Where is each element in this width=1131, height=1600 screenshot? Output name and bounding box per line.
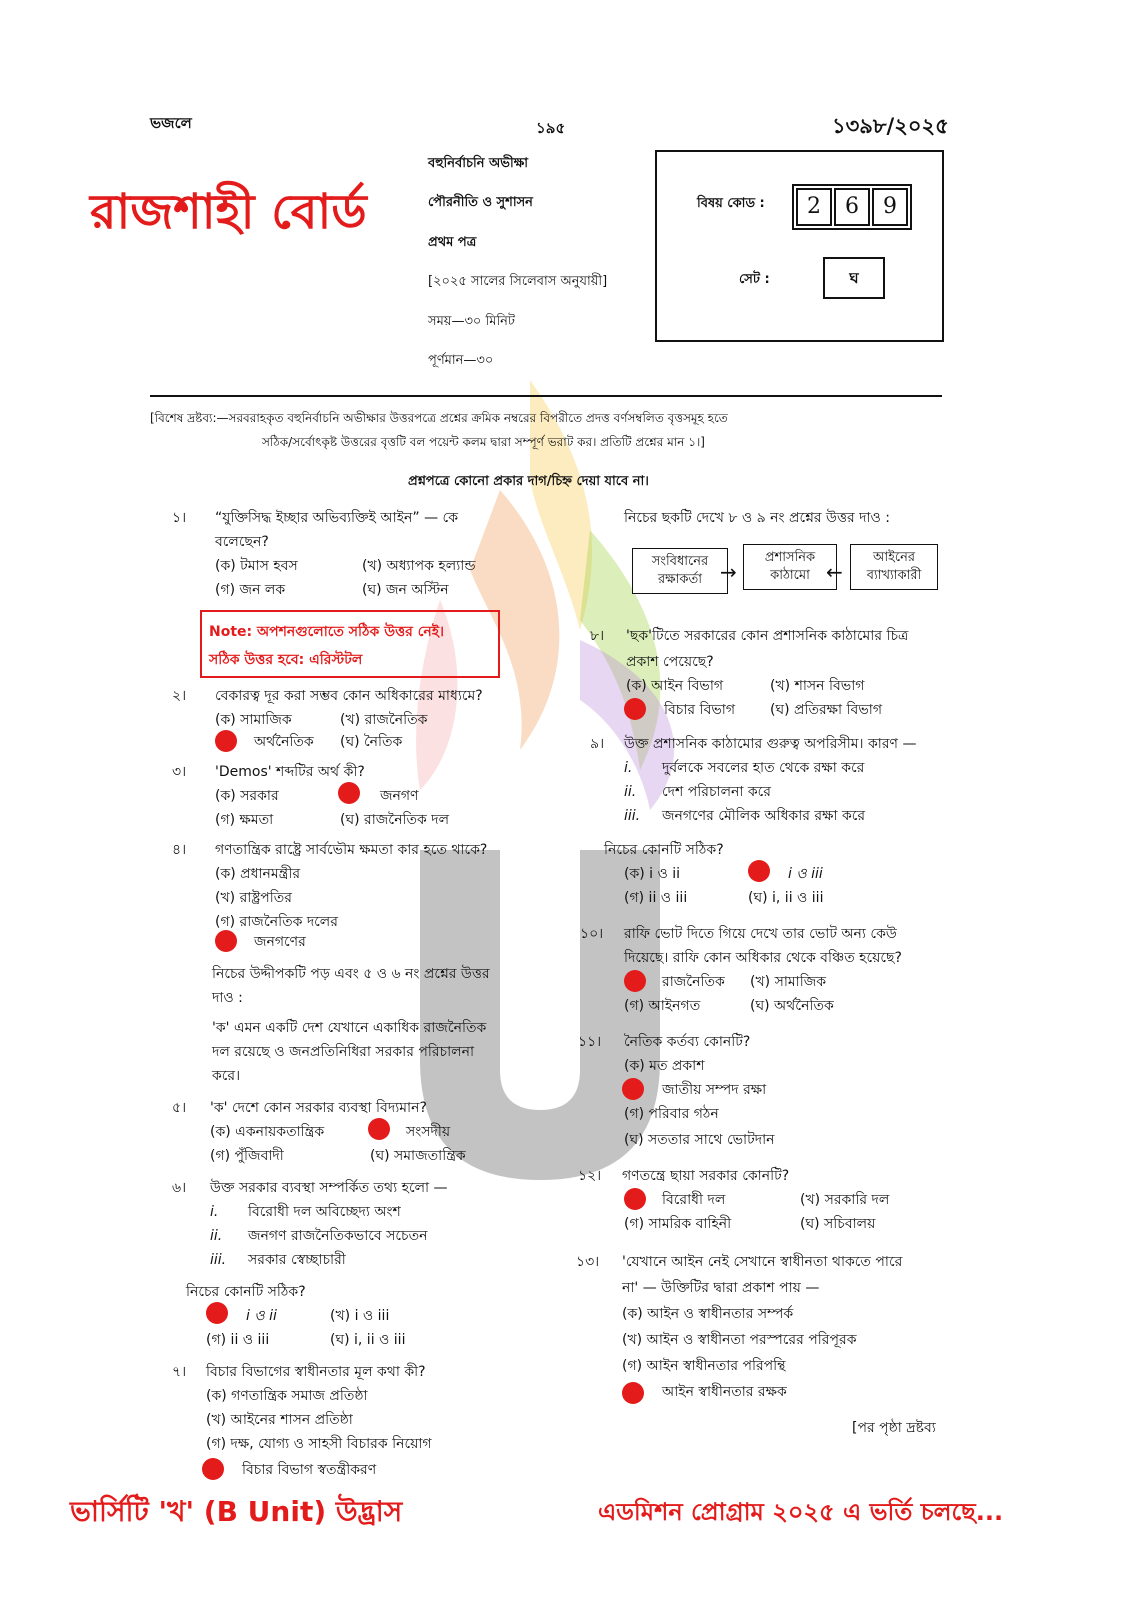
set-value: ঘ — [823, 257, 885, 299]
q9-option-b[interactable]: i ও iii — [788, 866, 823, 882]
q4-answer-dot — [215, 930, 237, 952]
diagram-box-administration — [743, 544, 837, 590]
stem56-passage-3: করে। — [212, 1068, 241, 1084]
q4-text: গণতান্ত্রিক রাষ্ট্রে সার্বভৌম ক্ষমতা কার হতে থাকে? — [215, 842, 488, 858]
q13-answer-dot — [622, 1382, 644, 1404]
q3-answer-dot — [338, 782, 360, 804]
q11-text: নৈতিক কর্তব্য কোনটি? — [624, 1034, 751, 1050]
q6-answer-dot — [206, 1302, 228, 1324]
q5-number: ৫। — [172, 1100, 187, 1116]
stem56-intro-2: দাও : — [212, 990, 243, 1006]
q9-answer-dot — [748, 860, 770, 882]
q5-answer-dot — [368, 1118, 390, 1140]
q8-answer-dot — [624, 698, 646, 720]
diagram-box3-line1: আইনের — [872, 550, 916, 565]
q5-text: 'ক' দেশে কোন সরকার ব্যবস্থা বিদ্যমান? — [210, 1100, 427, 1116]
q9-statement-ii-label: ii. — [624, 784, 637, 800]
q3-option-b[interactable]: জনগণ — [380, 788, 419, 804]
q9-statement-i: দুর্বলকে সবলের হাত থেকে রক্ষা করে — [662, 760, 865, 776]
arrow-right-icon: → — [720, 560, 737, 584]
q1-number: ১। — [172, 510, 187, 526]
note-line-2: সঠিক উত্তর হবে: এরিস্টটল — [209, 652, 363, 668]
q6-statement-i-label: i. — [210, 1204, 219, 1220]
q7-number: ৭। — [172, 1364, 187, 1380]
page-number: ১৯৫ — [536, 119, 566, 137]
q9-number: ৯। — [590, 736, 605, 752]
q12-option-a[interactable]: বিরোধী দল — [662, 1192, 726, 1208]
next-page-note: [পর পৃষ্ঠা দ্রষ্টব্য — [852, 1420, 936, 1436]
diagram-box-constitution — [632, 548, 728, 594]
q1-option-d[interactable]: (ঘ) জন অস্টিন — [362, 582, 449, 598]
q10-option-a[interactable]: রাজনৈতিক — [662, 974, 725, 990]
q11-option-d[interactable]: (ঘ) সততার সাথে ভোটদান — [624, 1132, 775, 1148]
q6-ask: নিচের কোনটি সঠিক? — [186, 1284, 306, 1300]
q6-statement-i: বিরোধী দল অবিচ্ছেদ্য অংশ — [248, 1204, 401, 1220]
note-label: Note: — [209, 624, 253, 640]
q1-text-line1: “যুক্তিসিদ্ধ ইচ্ছার অভিব্যক্তিই আইন” — কে — [215, 510, 458, 526]
q8-text-line1: 'ছক'টিতে সরকারের কোন প্রশাসনিক কাঠামোর চিত্র — [626, 628, 909, 644]
q11-option-a[interactable]: (ক) মত প্রকাশ — [624, 1058, 705, 1074]
q5-option-a[interactable]: (ক) একনায়কতান্ত্রিক — [210, 1124, 325, 1140]
full-marks: পূর্ণমান—৩০ — [428, 353, 494, 368]
q9-option-c[interactable]: (গ) ii ও iii — [624, 890, 688, 906]
q1-option-b[interactable]: (খ) অধ্যাপক হল্যান্ড — [362, 558, 476, 574]
q8-option-d[interactable]: (ঘ) প্রতিরক্ষা বিভাগ — [770, 702, 882, 718]
instruction-line-1: [বিশেষ দ্রষ্টব্য:—সরবরাহকৃত বহুনির্বাচনি অভীক্ষার উত্তরপত্রে প্রশ্নের ক্রমিক নম্বরের বিপরীতে প্রদত্ত বর্ণসম্বলিত বৃত্তসমূহ হতে — [150, 411, 728, 425]
q11-option-b[interactable]: জাতীয় সম্পদ রক্ষা — [662, 1082, 767, 1098]
q10-number: ১০। — [580, 926, 604, 942]
stem56-passage-2: দল রয়েছে ও জনপ্রতিনিধিরা সরকার পরিচালনা — [212, 1044, 475, 1060]
warning-text: প্রশ্নপত্রে কোনো প্রকার দাগ/চিহ্ন দেয়া যাবে না। — [408, 474, 649, 489]
q3-option-a[interactable]: (ক) সরকার — [215, 788, 279, 804]
q9-statement-i-label: i. — [624, 760, 633, 776]
q6-number: ৬। — [172, 1180, 187, 1196]
q12-option-d[interactable]: (ঘ) সচিবালয় — [800, 1216, 876, 1232]
q1-option-a[interactable]: (ক) টমাস হবস — [215, 558, 298, 574]
header-right-code: ১৩৯৮/২০২৫ — [832, 114, 949, 138]
q12-option-c[interactable]: (গ) সামরিক বাহিনী — [624, 1216, 732, 1232]
q9-text: উক্ত প্রশাসনিক কাঠামোর গুরুত্ব অপরিসীম। কারণ — — [624, 736, 917, 752]
q4-number: ৪। — [172, 842, 187, 858]
diagram-box3-line2: ব্যাখ্যাকারী — [866, 568, 922, 583]
q6-option-a[interactable]: i ও ii — [246, 1308, 277, 1324]
q6-statement-iii: সরকার স্বেচ্ছাচারী — [248, 1252, 346, 1268]
q10-text-line1: রাফি ভোট দিতে গিয়ে দেখে তার ভোট অন্য কেউ — [624, 926, 897, 942]
code-digit-1: 2 — [796, 188, 832, 226]
code-panel — [655, 150, 944, 342]
q10-option-d[interactable]: (ঘ) অর্থনৈতিক — [750, 998, 834, 1014]
q10-answer-dot — [624, 970, 646, 992]
q5-option-d[interactable]: (ঘ) সমাজতান্ত্রিক — [370, 1148, 466, 1164]
q10-text-line2: দিয়েছে। রাফি কোন অধিকার থেকে বঞ্চিত হয়েছে? — [624, 950, 902, 966]
subject-code-boxes — [792, 184, 912, 230]
note-line-1: অপশনগুলোতে সঠিক উত্তর নেই। — [252, 624, 445, 640]
q9-option-d[interactable]: (ঘ) i, ii ও iii — [748, 890, 824, 906]
q3-option-c[interactable]: (গ) ক্ষমতা — [215, 812, 274, 828]
diagram-box1-line2: রক্ষাকর্তা — [657, 572, 703, 587]
subject-code-label: বিষয় কোড : — [697, 196, 765, 211]
stem56-passage-1: 'ক' এমন একটি দেশ যেখানে একাধিক রাজনৈতিক — [212, 1020, 487, 1036]
q7-answer-dot — [202, 1458, 224, 1480]
q2-option-a[interactable]: (ক) সামাজিক — [215, 712, 292, 728]
q3-number: ৩। — [172, 764, 187, 780]
q8-option-b[interactable]: (খ) শাসন বিভাগ — [770, 678, 865, 694]
q10-option-c[interactable]: (গ) আইনগত — [624, 998, 701, 1014]
q2-option-b[interactable]: (খ) রাজনৈতিক — [340, 712, 428, 728]
q6-statement-ii: জনগণ রাজনৈতিকভাবে সচেতন — [248, 1228, 428, 1244]
q4-option-a[interactable]: (ক) প্রধানমন্ত্রীর — [215, 866, 301, 882]
q11-option-c[interactable]: (গ) পরিবার গঠন — [624, 1106, 719, 1122]
q6-option-d[interactable]: (ঘ) i, ii ও iii — [330, 1332, 406, 1348]
q13-option-b[interactable]: (খ) আইন ও স্বাধীনতা পরস্পরের পরিপূরক — [622, 1332, 857, 1348]
code-digit-3: 9 — [872, 188, 908, 226]
q13-text-line1: 'যেখানে আইন নেই সেখানে স্বাধীনতা থাকতে পারে — [622, 1254, 903, 1270]
q9-ask: নিচের কোনটি সঠিক? — [604, 842, 724, 858]
q13-option-c[interactable]: (গ) আইন স্বাধীনতার পরিপন্থি — [622, 1358, 786, 1374]
q8-option-c[interactable]: বিচার বিভাগ — [664, 702, 736, 718]
q2-number: ২। — [172, 688, 187, 704]
diagram-box-interpreter — [850, 544, 938, 590]
subject-name: পৌরনীতি ও সুশাসন — [428, 195, 533, 210]
q12-option-b[interactable]: (খ) সরকারি দল — [800, 1192, 890, 1208]
q13-number: ১৩। — [576, 1254, 600, 1270]
arrow-left-icon: ← — [826, 560, 843, 584]
q10-option-b[interactable]: (খ) সামাজিক — [750, 974, 827, 990]
instruction-line-2: সঠিক/সর্বোৎকৃষ্ট উত্তরের বৃত্তটি বল পয়েন্ট কলম দ্বারা সম্পূর্ণ ভরাট কর। প্রতিটি প্রশ্নের মান ১।] — [262, 435, 705, 449]
q9-statement-iii: জনগণের মৌলিক অধিকার রক্ষা করে — [662, 808, 866, 824]
stem56-intro-1: নিচের উদ্দীপকটি পড় এবং ৫ ও ৬ নং প্রশ্নের উত্তর — [212, 966, 490, 982]
q8-number: ৮। — [590, 628, 605, 644]
header-divider — [150, 395, 942, 397]
q7-option-c[interactable]: (গ) দক্ষ, যোগ্য ও সাহসী বিচারক নিয়োগ — [206, 1436, 432, 1452]
diagram-box2-line1: প্রশাসনিক — [764, 550, 816, 565]
q9-option-a[interactable]: (ক) i ও ii — [624, 866, 681, 882]
q12-answer-dot — [624, 1188, 646, 1210]
q7-option-b[interactable]: (খ) আইনের শাসন প্রতিষ্ঠা — [206, 1412, 353, 1428]
q6-text: উক্ত সরকার ব্যবস্থা সম্পর্কিত তথ্য হলো — — [210, 1180, 448, 1196]
exam-time: সময়—৩০ মিনিট — [428, 314, 516, 329]
q11-answer-dot — [622, 1078, 644, 1100]
q13-option-d[interactable]: আইন স্বাধীনতার রক্ষক — [662, 1384, 787, 1400]
q5-option-c[interactable]: (গ) পুঁজিবাদী — [210, 1148, 284, 1164]
code-digit-2: 6 — [834, 188, 870, 226]
q13-option-a[interactable]: (ক) আইন ও স্বাধীনতার সম্পর্ক — [622, 1306, 794, 1322]
q11-number: ১১। — [578, 1034, 602, 1050]
q8-option-a[interactable]: (ক) আইন বিভাগ — [626, 678, 724, 694]
paper-name: প্রথম পত্র — [428, 235, 477, 250]
q7-text: বিচার বিভাগের স্বাধীনতার মূল কথা কী? — [206, 1364, 426, 1380]
q4-option-d[interactable]: জনগণের — [254, 934, 306, 950]
q8-text-line2: প্রকাশ পেয়েছে? — [626, 654, 714, 670]
q1-text-line2: বলেছেন? — [215, 534, 269, 550]
q12-text: গণতন্ত্রে ছায়া সরকার কোনটি? — [622, 1168, 790, 1184]
q1-option-c[interactable]: (গ) জন লক — [215, 582, 286, 598]
exam-type: বহুনির্বাচনি অভীক্ষা — [428, 156, 529, 171]
q7-option-a[interactable]: (ক) গণতান্ত্রিক সমাজ প্রতিষ্ঠা — [206, 1388, 368, 1404]
q4-option-c[interactable]: (গ) রাজনৈতিক দলের — [215, 914, 338, 930]
q9-statement-iii-label: iii. — [624, 808, 641, 824]
q7-option-d[interactable]: বিচার বিভাগ স্বতন্ত্রীকরণ — [242, 1462, 377, 1478]
q6-statement-iii-label: iii. — [210, 1252, 227, 1268]
answer-note-box — [200, 610, 500, 678]
diagram-box2-line2: কাঠামো — [770, 568, 810, 583]
q6-statement-ii-label: ii. — [210, 1228, 223, 1244]
set-label: সেট : — [739, 272, 770, 287]
q3-text: 'Demos' শব্দটির অর্থ কী? — [215, 764, 365, 780]
q2-answer-dot — [215, 730, 237, 752]
q9-statement-ii: দেশ পরিচালনা করে — [662, 784, 772, 800]
stem89-text: নিচের ছকটি দেখে ৮ ও ৯ নং প্রশ্নের উত্তর দাও : — [624, 510, 891, 526]
header-left-text: ভজলে — [150, 114, 192, 132]
board-title: রাজশাহী বোর্ড — [90, 184, 367, 240]
q5-option-b[interactable]: সংসদীয় — [406, 1124, 451, 1140]
syllabus-note: [২০২৫ সালের সিলেবাস অনুযায়ী] — [428, 274, 608, 289]
footer-right-promo: এডমিশন প্রোগ্রাম ২০২৫ এ ভর্তি চলছে... — [598, 1498, 1004, 1526]
q6-option-b[interactable]: (খ) i ও iii — [330, 1308, 390, 1324]
q2-text: বেকারত্ব দূর করা সম্ভব কোন অধিকারের মাধ্যমে? — [215, 688, 483, 704]
q13-text-line2: না' — উক্তিটির দ্বারা প্রকাশ পায় — — [622, 1280, 820, 1296]
diagram-box1-line1: সংবিধানের — [651, 554, 709, 569]
q2-option-c[interactable]: অর্থনৈতিক — [254, 734, 314, 750]
q2-option-d[interactable]: (ঘ) নৈতিক — [340, 734, 403, 750]
q4-option-b[interactable]: (খ) রাষ্ট্রপতির — [215, 890, 292, 906]
footer-left-promo: ভার্সিটি 'খ' (B Unit) উদ্ভ্রাস — [70, 1495, 403, 1528]
q3-option-d[interactable]: (ঘ) রাজনৈতিক দল — [340, 812, 450, 828]
q12-number: ১২। — [578, 1168, 602, 1184]
q6-option-c[interactable]: (গ) ii ও iii — [206, 1332, 270, 1348]
